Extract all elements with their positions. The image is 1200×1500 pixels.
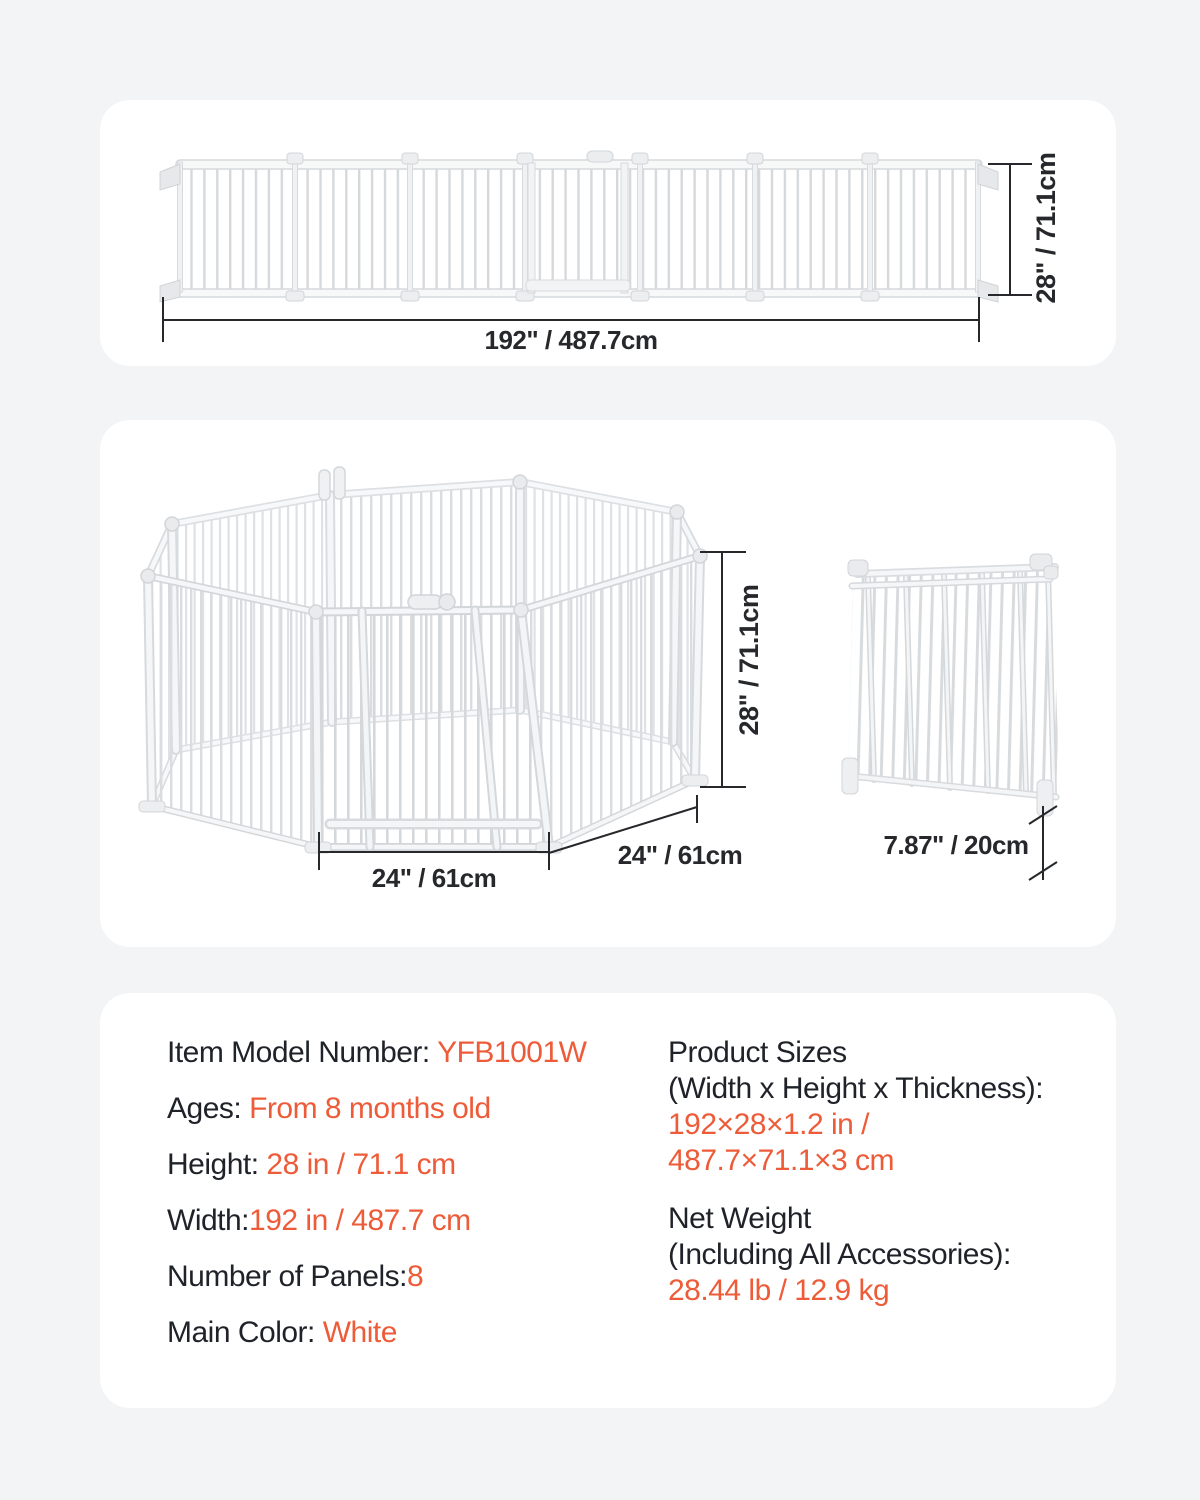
- spec-label: Height:: [167, 1148, 267, 1181]
- spec-title-line: Product Sizes: [668, 1036, 847, 1069]
- folded-thickness-dimension: [1029, 806, 1057, 880]
- spec-block-product-sizes: [668, 1035, 1043, 1179]
- fold-latch: [319, 470, 330, 500]
- spec-label: Main Color:: [167, 1316, 323, 1349]
- spec-title-line: (Width x Height x Thickness):: [668, 1072, 1044, 1105]
- spec-label: Number of Panels:: [167, 1260, 407, 1293]
- spec-value-line: 28.44 lb / 12.9 kg: [668, 1274, 890, 1307]
- height-label: 28" / 71.1cm: [1031, 152, 1061, 304]
- specifications-card: [100, 993, 1116, 1408]
- spec-value: 8: [406, 1260, 424, 1293]
- folded-thickness-label: 7.87" / 20cm: [883, 830, 1029, 860]
- playpen-gate-panel: [305, 594, 562, 853]
- spec-value-line: 192×28×1.2 in /: [668, 1108, 870, 1141]
- front-panel-width-label: 24" / 61cm: [371, 863, 497, 893]
- total-width-label: 192" / 487.7cm: [484, 325, 658, 355]
- spec-label: Ages:: [167, 1092, 250, 1125]
- side-panel-width-label: 24" / 61cm: [617, 840, 743, 870]
- spec-row-model: [167, 1035, 586, 1071]
- folded-panel-stack: [842, 554, 1060, 816]
- fold-latch: [334, 467, 345, 499]
- spec-value: 28 in / 71.1 cm: [266, 1148, 456, 1181]
- playpen-illustration: [100, 420, 1116, 947]
- spec-value: 192 in / 487.7 cm: [249, 1204, 471, 1237]
- octagon-playpen: [139, 467, 708, 853]
- spec-value: White: [322, 1316, 397, 1349]
- spec-value: From 8 months old: [249, 1092, 491, 1125]
- spec-row-ages: [167, 1091, 586, 1127]
- fence-drawing: [160, 151, 998, 302]
- spec-row-width: [167, 1203, 586, 1239]
- spec-label: Item Model Number:: [167, 1036, 438, 1069]
- spec-title-line: (Including All Accessories):: [668, 1238, 1011, 1271]
- spec-row-panels: [167, 1259, 586, 1295]
- playpen-configuration-card: [100, 420, 1116, 947]
- spec-block-net-weight: [668, 1201, 1043, 1309]
- specs-right-column: [668, 1035, 1043, 1309]
- spec-value-line: 487.7×71.1×3 cm: [668, 1144, 895, 1177]
- playpen-height-label: 28" / 71.1cm: [734, 584, 764, 736]
- flat-fence-card: [100, 100, 1116, 366]
- spec-row-color: [167, 1315, 586, 1351]
- gate-latch: [408, 595, 442, 609]
- specs-left-column: [167, 1035, 586, 1371]
- spec-label: Width:: [167, 1204, 250, 1237]
- spec-title-line: Net Weight: [668, 1202, 811, 1235]
- flat-fence-illustration: [100, 100, 1116, 366]
- gate-latch: [587, 151, 613, 162]
- spec-row-height: [167, 1147, 586, 1183]
- spec-value: YFB1001W: [437, 1036, 587, 1069]
